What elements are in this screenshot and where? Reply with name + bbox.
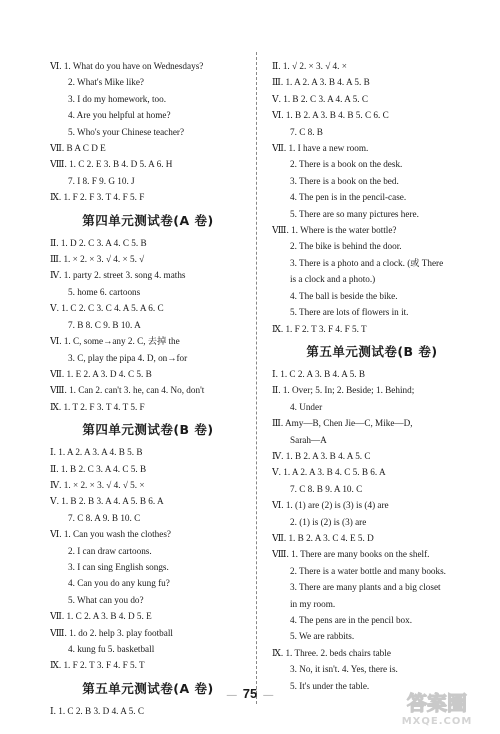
answer-line: Ⅰ. 1. C 2. B 3. D 4. A 5. C [50,705,144,716]
answer-line: Ⅴ. 1. C 2. C 3. C 4. A 5. A 6. C [50,303,164,314]
answer-line: 2. (1) is (2) is (3) are [290,516,367,527]
watermark-logo [382,688,492,728]
answer-line: Ⅳ. 1. party 2. street 3. song 4. maths [50,270,186,281]
answer-line: 3. C, play the pipa 4. D, on→for [68,352,188,363]
answer-line: Ⅷ. 1. C 2. E 3. B 4. D 5. A 6. H [50,159,173,170]
answer-line: Ⅱ. 1. Over; 5. In; 2. Beside; 1. Behind; [272,385,415,396]
answer-line: 4. Are you helpful at home? [68,110,171,121]
answer-line: 2. There is a water bottle and many books. [290,565,446,576]
answer-line: 3. There are many plants and a big closet [290,582,441,593]
answer-line: Ⅷ. 1. Can 2. can't 3. he, can 4. No, don't [50,385,205,396]
answer-line: Ⅲ. Amy—B, Chen Jie—C, Mike—D, [272,418,413,429]
answer-line: Ⅳ. 1. × 2. × 3. √ 4. √ 5. × [50,479,145,490]
left-column [50,58,246,719]
answer-line: Ⅴ. 1. A 2. A 3. B 4. C 5. B 6. A [272,467,386,478]
answer-line: Ⅶ. 1. B 2. A 3. C 4. E 5. D [272,532,374,543]
column-divider [256,52,257,704]
answer-line: Ⅰ. 1. C 2. A 3. B 4. A 5. B [272,368,365,379]
answer-line: Ⅶ. 1. E 2. A 3. D 4. C 5. B [50,368,152,379]
answer-line: Ⅸ. 1. F 2. T 3. F 4. F 5. T [272,323,367,334]
answer-line: 2. There is a book on the desk. [290,159,403,170]
answer-line: 7. B 8. C 9. B 10. A [68,319,141,330]
answer-line: Ⅵ. 1. (1) are (2) is (3) is (4) are [272,500,389,511]
answer-line: 5. It's under the table. [290,680,370,691]
answer-line: 3. There is a photo and a clock. (或 There [290,257,444,268]
answer-line: Ⅵ. 1. B 2. A 3. B 4. B 5. C 6. C [272,110,389,121]
answer-line: Ⅶ. B A C D E [50,143,106,154]
answer-line: 3. No, it isn't. 4. Yes, there is. [290,664,398,675]
answer-line: Ⅰ. 1. A 2. A 3. A 4. B 5. B [50,447,143,458]
answer-line: Ⅸ. 1. T 2. F 3. T 4. T 5. F [50,401,145,412]
answer-line: Ⅵ. 1. What do you have on Wednesdays? [50,61,204,71]
answer-line: Ⅷ. 1. Where is the water bottle? [272,225,397,236]
section-heading: 第四单元测试卷(B 卷) [82,422,214,438]
right-column [272,58,472,694]
answer-line: Ⅲ. 1. A 2. A 3. B 4. A 5. B [272,77,370,88]
answer-line: 4. kung fu 5. basketball [68,644,155,654]
answer-line: Ⅱ. 1. √ 2. × 3. √ 4. × [272,61,347,71]
answer-line: Ⅱ. 1. B 2. C 3. A 4. C 5. B [50,463,147,474]
page-number: — 75 — [226,686,274,701]
answer-line: Sarah—A [290,434,327,445]
answer-line: 4. The pens are in the pencil box. [290,615,413,625]
answer-line: Ⅵ. 1. C, some→any 2. C, 去掉 the [50,336,180,347]
section-heading: 第五单元测试卷(B 卷) [306,343,438,359]
answer-line: Ⅵ. 1. Can you wash the clothes? [50,529,171,540]
answer-line: 5. What can you do? [68,594,144,605]
answer-line: 3. There is a book on the bed. [290,175,399,186]
answer-line: 4. Can you do any kung fu? [68,578,170,589]
answer-line: 5. There are so many pictures here. [290,208,419,219]
answer-line: Ⅲ. 1. × 2. × 3. √ 4. × 5. √ [50,254,145,265]
answer-line: Ⅳ. 1. B 2. A 3. B 4. A 5. C [272,450,371,461]
answer-line: 4. The pen is in the pencil-case. [290,192,407,203]
answer-line: Ⅷ. 1. There are many books on the shelf. [272,549,430,560]
section-heading: 第四单元测试卷(A 卷) [82,212,214,228]
answer-line: Ⅱ. 1. D 2. C 3. A 4. C 5. B [50,237,147,248]
answer-line: 2. The bike is behind the door. [290,241,402,252]
svg-text:MXQE.COM: MXQE.COM [401,716,473,727]
answer-line: Ⅷ. 1. do 2. help 3. play football [50,627,173,638]
answer-line: 5. Who's your Chinese teacher? [68,126,185,137]
answer-line: Ⅶ. 1. C 2. A 3. B 4. D 5. E [50,611,152,622]
section-heading: 第五单元测试卷(A 卷) [82,680,214,696]
answer-line: 2. What's Mike like? [68,77,144,88]
answer-line: 3. I do my homework, too. [68,93,166,104]
answer-line: in my room. [290,598,336,609]
answer-line: 5. There are lots of flowers in it. [290,307,409,318]
answer-line: Ⅶ. 1. I have a new room. [272,143,369,154]
answer-line: 2. I can draw cartoons. [68,545,152,556]
answer-line: 3. I can sing English songs. [68,561,169,572]
answer-line: Ⅴ. 1. B 2. C 3. A 4. A 5. C [272,93,368,104]
answer-line: Ⅴ. 1. B 2. B 3. A 4. A 5. B 6. A [50,496,164,507]
answer-line: Ⅸ. 1. Three. 2. beds chairs table [272,647,391,658]
answer-line: Ⅸ. 1. F 2. T 3. F 4. F 5. T [50,660,145,671]
answer-line: 7. C 8. A 9. B 10. C [68,512,141,523]
answer-line: 7. I 8. F 9. G 10. J [68,175,135,186]
answer-line: is a clock and a photo.) [290,274,376,285]
answer-line: 5. We are rabbits. [290,631,355,642]
answer-line: 4. The ball is beside the bike. [290,290,398,301]
answer-line: 7. C 8. B 9. A 10. C [290,483,363,494]
answer-line: 5. home 6. cartoons [68,286,141,297]
answer-line: 4. Under [290,401,323,412]
svg-text:答案圈: 答案圈 [407,691,467,715]
answer-line: 7. C 8. B [290,126,323,137]
answer-line: Ⅸ. 1. F 2. F 3. T 4. F 5. F [50,192,145,203]
